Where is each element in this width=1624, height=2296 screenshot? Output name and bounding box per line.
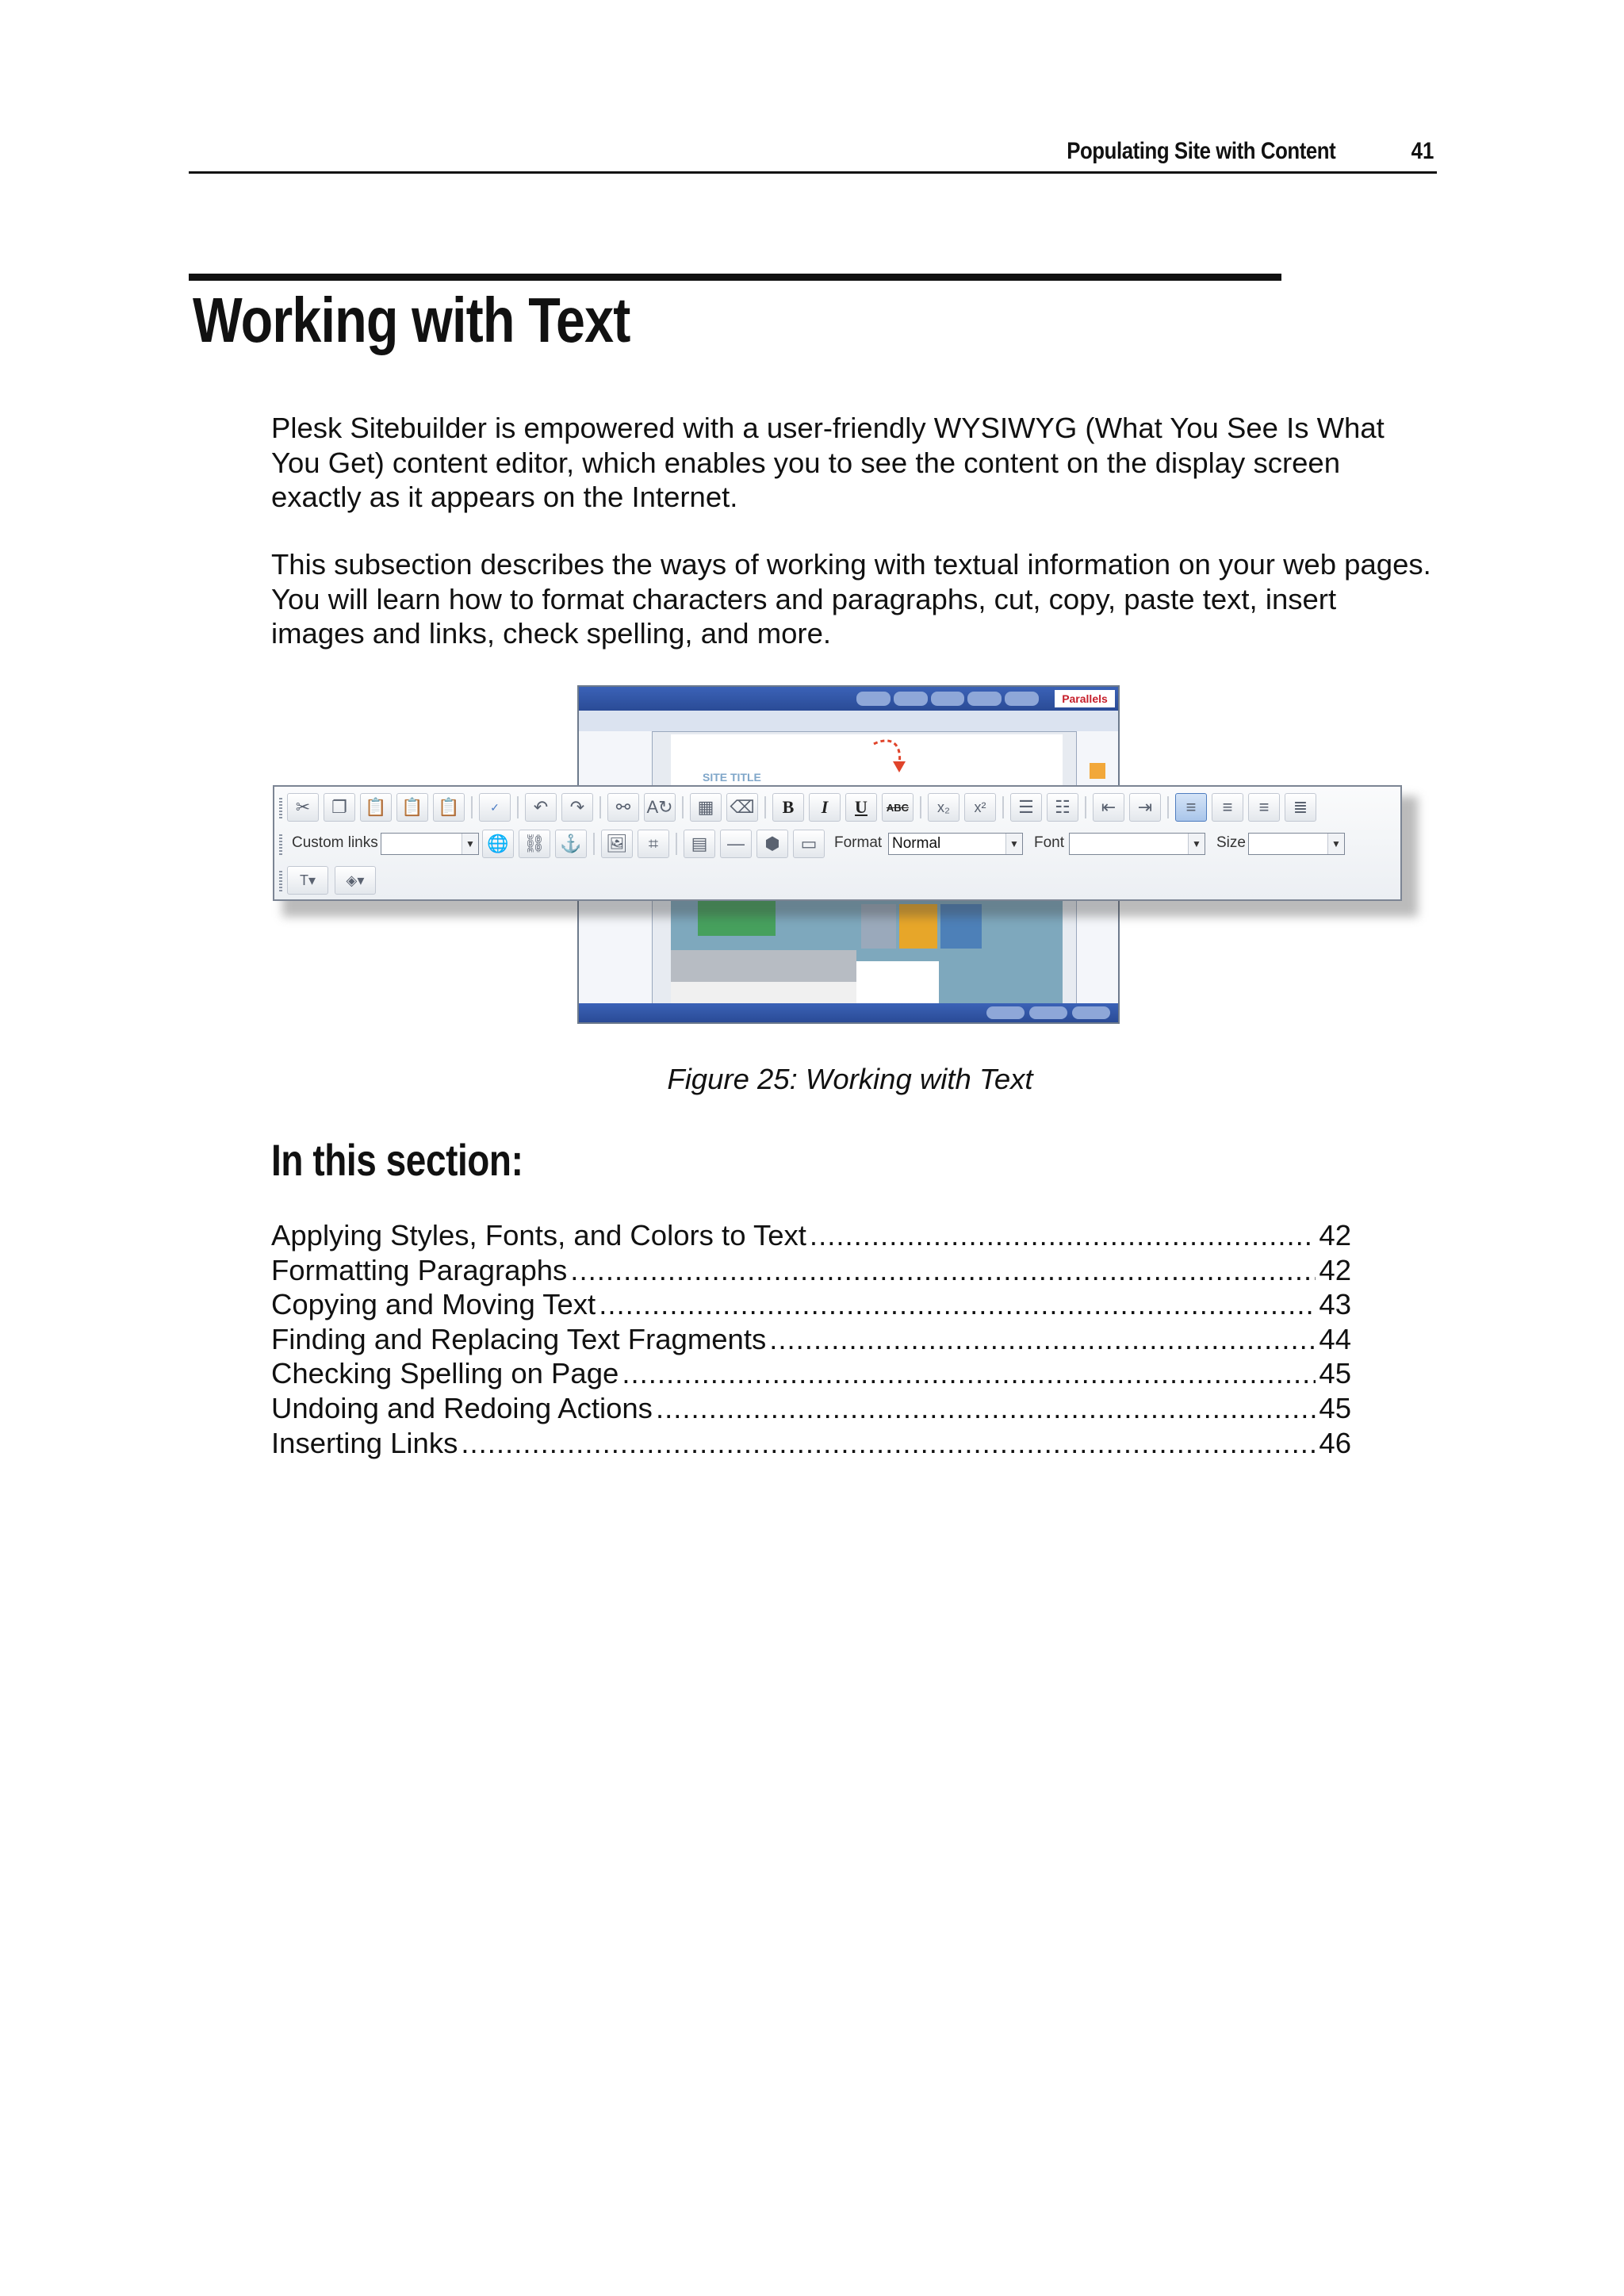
clipboard-word-icon: 📋 — [438, 797, 460, 817]
toc-entry[interactable] — [271, 1287, 1351, 1322]
indent-button[interactable] — [1129, 793, 1161, 822]
bulleted-list-button[interactable] — [1047, 793, 1078, 822]
section-title: Working with Text — [193, 285, 630, 355]
toolbar-grip[interactable] — [279, 871, 282, 891]
image-icon: 🖼 — [606, 834, 628, 853]
superscript-icon: x² — [974, 799, 986, 815]
font-label: Font — [1034, 834, 1065, 851]
align-left-button[interactable] — [1175, 793, 1207, 822]
cut-button[interactable] — [287, 793, 319, 822]
anchor-button[interactable] — [555, 830, 587, 858]
toc-entry-title: Checking Spelling on Page — [271, 1357, 619, 1390]
toc-entry[interactable] — [271, 1426, 1351, 1461]
text-color-icon: T▾ — [299, 872, 316, 888]
remove-format-button[interactable] — [726, 793, 758, 822]
crop-icon: ⌗ — [648, 834, 659, 853]
align-right-button[interactable] — [1248, 793, 1280, 822]
format-value: Normal — [892, 835, 941, 852]
crop-button[interactable] — [638, 830, 669, 858]
insert-image-button[interactable] — [601, 830, 633, 858]
toc-entry-title: Formatting Paragraphs — [271, 1253, 568, 1286]
screenshot-nav-tabs — [856, 692, 1039, 706]
chevron-down-icon: ▼ — [1005, 834, 1022, 854]
format-select[interactable] — [888, 833, 1023, 855]
chevron-down-icon: ▼ — [1327, 834, 1344, 854]
paste-button[interactable] — [360, 793, 392, 822]
page-number: 41 — [1411, 138, 1434, 164]
toc-entry-title: Undoing and Redoing Actions — [271, 1391, 653, 1424]
bold-button[interactable]: B — [772, 793, 804, 822]
subscript-icon: x₂ — [937, 799, 950, 815]
toc-entry[interactable] — [271, 1322, 1351, 1357]
toc-entry-title: Copying and Moving Text — [271, 1288, 596, 1321]
editor-toolbar — [273, 785, 1402, 901]
clipboard-text-icon: 📋 — [401, 797, 423, 817]
align-right-icon: ≡ — [1258, 797, 1270, 817]
toc-entry[interactable] — [271, 1218, 1351, 1253]
justify-icon: ≣ — [1293, 797, 1308, 817]
underline-button[interactable]: U — [845, 793, 877, 822]
toc-entry[interactable] — [271, 1356, 1351, 1391]
insert-object-button[interactable] — [756, 830, 788, 858]
toc-entry-page: 44 — [1319, 1322, 1351, 1355]
screenshot-top-bar — [579, 687, 1118, 711]
toolbar-grip[interactable] — [279, 798, 282, 818]
italic-button[interactable]: I — [809, 793, 841, 822]
unlink-icon: ⛓ — [523, 834, 546, 853]
toc-entry-title: Finding and Replacing Text Fragments — [271, 1322, 767, 1355]
chevron-down-icon: ▼ — [462, 834, 478, 854]
module-icon — [1090, 763, 1105, 779]
intro-paragraph: Plesk Sitebuilder is empowered with a user-friendly WYSIWYG (What You See Is What You Get) content editor, which enables you to see the content on the display screen exactly as it appears on the Internet. — [271, 412, 1385, 513]
toc-entry-page: 46 — [1319, 1426, 1351, 1459]
toolbar-row-2 — [274, 826, 1400, 863]
running-header-title: Populating Site with Content — [1066, 138, 1335, 164]
table-icon: ▤ — [691, 834, 708, 853]
outdent-button[interactable] — [1093, 793, 1124, 822]
table-of-contents — [271, 1218, 1351, 1460]
spell-check-button[interactable] — [479, 793, 511, 822]
insert-link-button[interactable] — [482, 830, 514, 858]
paste-word-button[interactable] — [433, 793, 465, 822]
section-rule — [189, 274, 1281, 281]
cube-icon: ⬢ — [764, 834, 780, 853]
clipboard-icon: 📋 — [365, 797, 387, 817]
superscript-button[interactable] — [964, 793, 996, 822]
paste-text-button[interactable] — [396, 793, 428, 822]
globe-link-icon: 🌐 — [487, 834, 509, 853]
binoculars-icon: ⚯ — [615, 797, 631, 817]
spell-check-icon: ✓ — [490, 800, 500, 814]
scissors-icon: ✂ — [295, 797, 311, 817]
select-all-icon: ▦ — [697, 797, 714, 817]
format-label: Format — [834, 834, 883, 851]
size-select[interactable] — [1248, 833, 1345, 855]
toolbar-row-1 — [274, 790, 1400, 826]
text-color-button[interactable] — [287, 866, 328, 895]
parallels-logo: Parallels — [1055, 690, 1115, 707]
unlink-button[interactable] — [519, 830, 550, 858]
align-left-icon: ≡ — [1185, 797, 1197, 817]
numbered-list-button[interactable] — [1010, 793, 1042, 822]
subscript-button[interactable] — [928, 793, 959, 822]
undo-icon: ↶ — [533, 797, 549, 817]
align-center-icon: ≡ — [1222, 797, 1233, 817]
pointer-arrow-icon — [871, 736, 909, 777]
select-all-button[interactable] — [690, 793, 722, 822]
toc-entry-page: 43 — [1319, 1288, 1351, 1321]
toc-entry-page: 42 — [1319, 1253, 1351, 1286]
chevron-down-icon: ▼ — [1188, 834, 1205, 854]
bulleted-list-icon: ☷ — [1055, 797, 1071, 817]
numbered-list-icon: ☰ — [1018, 797, 1034, 817]
justify-button[interactable] — [1285, 793, 1316, 822]
screenshot-toolbar-strip — [579, 711, 1118, 732]
paint-bucket-icon: ◈▾ — [346, 872, 365, 888]
custom-links-select[interactable] — [381, 833, 479, 855]
copy-icon: ❐ — [331, 797, 347, 817]
horizontal-rule-icon: ― — [727, 834, 745, 853]
indent-icon: ⇥ — [1137, 797, 1153, 817]
screenshot-bottom-bar — [579, 1003, 1118, 1022]
toc-entry-page: 42 — [1319, 1219, 1351, 1251]
align-center-button[interactable] — [1212, 793, 1243, 822]
toc-entry-title: Inserting Links — [271, 1426, 458, 1459]
toolbar-row-3 — [274, 863, 1400, 899]
toc-entry-page: 45 — [1319, 1391, 1351, 1424]
outdent-icon: ⇤ — [1101, 797, 1116, 817]
toc-entry-page: 45 — [1319, 1357, 1351, 1390]
toc-entry[interactable] — [271, 1391, 1351, 1426]
insert-table-button[interactable] — [684, 830, 715, 858]
toc-entry-title: Applying Styles, Fonts, and Colors to Text — [271, 1219, 806, 1251]
replace-icon: A↻ — [646, 797, 673, 817]
figure-caption: Figure 25: Working with Text — [667, 1063, 1033, 1095]
font-select[interactable] — [1069, 833, 1205, 855]
find-button[interactable] — [607, 793, 639, 822]
subsection-heading: In this section: — [271, 1135, 523, 1185]
anchor-icon: ⚓ — [560, 834, 582, 853]
subsection-description: This subsection describes the ways of working with textual information on your web pages. You will learn how to format characters and paragraphs, cut, copy, paste text, insert images and links, check spelling, and more. — [271, 548, 1431, 650]
eraser-icon: ⌫ — [730, 797, 755, 817]
form-icon: ▭ — [800, 834, 818, 853]
redo-icon: ↷ — [569, 797, 585, 817]
running-header — [189, 127, 1437, 174]
screenshot-site-title: SITE TITLE — [703, 771, 761, 784]
horizontal-rule-button[interactable] — [720, 830, 752, 858]
toolbar-grip[interactable] — [279, 834, 282, 855]
undo-button[interactable] — [525, 793, 557, 822]
toc-entry[interactable] — [271, 1253, 1351, 1288]
background-color-button[interactable] — [335, 866, 376, 895]
redo-button[interactable] — [561, 793, 593, 822]
replace-button[interactable] — [644, 793, 676, 822]
strikethrough-button[interactable]: ABC — [882, 793, 914, 822]
insert-form-button[interactable] — [793, 830, 825, 858]
copy-button[interactable] — [324, 793, 355, 822]
custom-links-label: Custom links — [292, 834, 378, 851]
size-label: Size — [1216, 834, 1246, 851]
